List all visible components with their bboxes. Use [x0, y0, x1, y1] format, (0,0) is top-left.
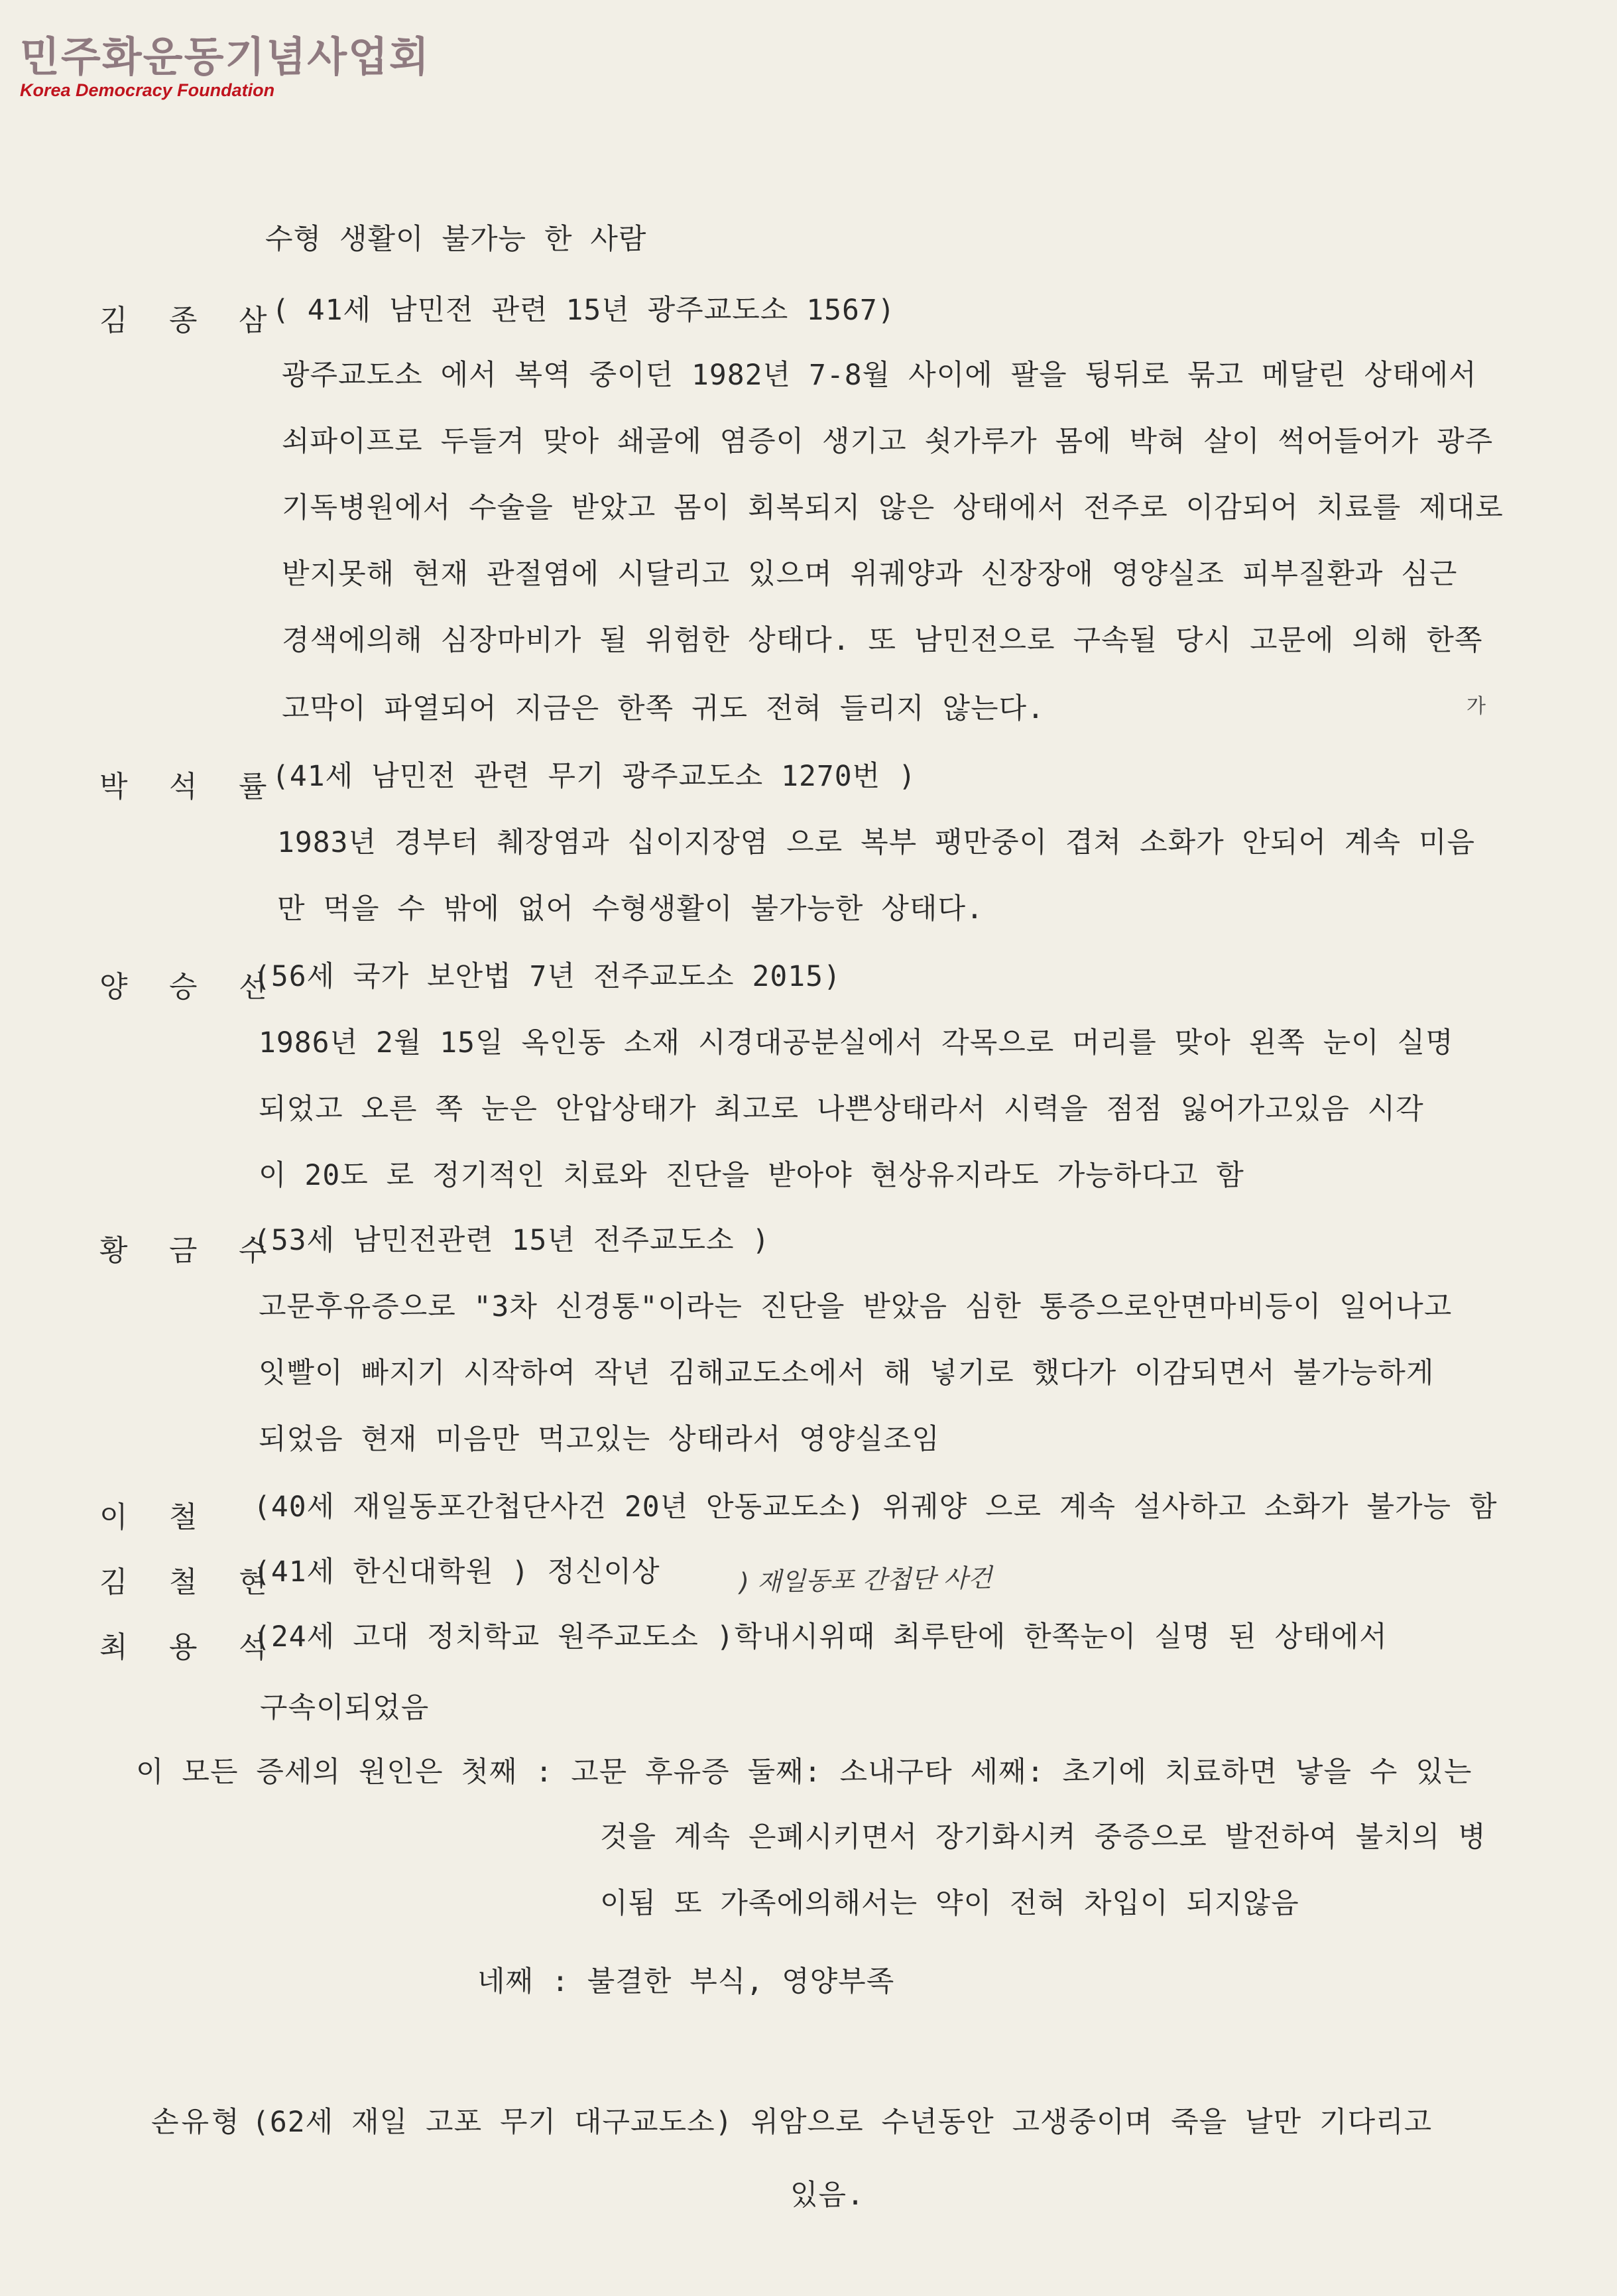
entry-text-line: 있음.: [790, 2179, 865, 2212]
entry-name: 김 철 현: [99, 1565, 279, 1599]
entry-info: ( 41세 남민전 관련 15년 광주교도소 1567): [272, 294, 896, 327]
document-title: 수형 생활이 불가능 한 사람: [265, 223, 647, 256]
entry-info: (53세 남민전관련 15년 전주교도소 ): [253, 1224, 770, 1257]
entry-text-line: 경색에의해 심장마비가 될 위험한 상태다. 또 남민전으로 구속될 당시 고문에 의해 한쪽: [282, 624, 1483, 657]
entry-info: (24세 고대 정치학교 원주교도소 )학내시위때 최루탄에 한쪽눈이 실명 된 상태에서: [253, 1620, 1388, 1654]
entry-text-line: 기독병원에서 수술을 받았고 몸이 회복되지 않은 상태에서 전주로 이감되어 치료를 제대로: [282, 491, 1504, 524]
logo-korean: 민주화운동기념사업회: [20, 32, 430, 81]
entry-text-line: 되었음 현재 미음만 먹고있는 상태라서 영양실조임: [259, 1423, 940, 1456]
margin-mark: 가: [1467, 695, 1486, 718]
causes-line: 것을 계속 은폐시키면서 장기화시켜 중증으로 발전하여 불치의 병: [600, 1821, 1486, 1854]
entry-text-line: 1983년 경부터 췌장염과 십이지장염 으로 복부 팽만중이 겹쳐 소화가 안되어 계속 미음: [277, 826, 1476, 859]
entry-text-line: 고문후유증으로 "3차 신경통"이라는 진단을 받았음 심한 통증으로안면마비등이 일어나고: [259, 1290, 1453, 1323]
handwritten-note: ) 재일동포 간첩단 사건: [739, 1563, 992, 1597]
entry-name: 박 석 률: [99, 770, 279, 804]
entry-name: 이 철: [99, 1500, 210, 1534]
entry-text-line: 잇빨이 빠지기 시작하여 작년 김해교도소에서 해 넣기로 했다가 이감되면서 불가능하게: [259, 1357, 1435, 1390]
entry-text-line: 만 먹을 수 밖에 없어 수형생활이 불가능한 상태다.: [277, 892, 984, 926]
causes-fourth: 네째 : 불결한 부식, 영양부족: [477, 1965, 895, 1998]
entry-text-line: 쇠파이프로 두들겨 맞아 쇄골에 염증이 생기고 쇳가루가 몸에 박혀 살이 썩어들어가 광주: [282, 425, 1494, 458]
entry-name: 김 종 삼: [99, 304, 279, 337]
entry-name: 양 승 선: [99, 970, 279, 1004]
entry-name: 황 금 수: [99, 1234, 279, 1268]
entry-info: (41세 남민전 관련 무기 광주교도소 1270번 ): [272, 760, 916, 793]
entry-info: (62세 재일 고포 무기 대구교도소) 위암으로 수년동안 고생중이며 죽을 날만 기다리고: [252, 2106, 1433, 2139]
entry-text-line: 1986년 2월 15일 옥인동 소재 시경대공분실에서 각목으로 머리를 맞아 왼쪽 눈이 실명: [259, 1026, 1454, 1059]
entry-name: 최 용 석: [99, 1630, 279, 1664]
entry-info: (40세 재일동포간첩단사건 20년 안동교도소) 위궤양 으로 계속 설사하고 소화가 불가능 함: [253, 1490, 1498, 1524]
causes-intro: 이 모든 증세의 원인은 첫째 : 고문 후유증 둘째: 소내구타 세째: 초기에 치료하면 낳을 수 있는: [136, 1756, 1472, 1789]
entry-name: 손유형: [151, 2106, 242, 2139]
entry-text-line: 구속이되었음: [260, 1691, 430, 1724]
entry-info: (56세 국가 보안법 7년 전주교도소 2015): [253, 960, 841, 993]
entry-text-line: 받지못해 현재 관절염에 시달리고 있으며 위궤양과 신장장애 영양실조 피부질환과 심근: [282, 558, 1458, 591]
entry-text-line: 광주교도소 에서 복역 중이던 1982년 7-8월 사이에 팔을 뒹뒤로 묶고 메달린 상태에서: [282, 359, 1477, 392]
logo-english: Korea Democracy Foundation: [20, 80, 275, 100]
entry-info: (41세 한신대학원 ) 정신이상: [253, 1555, 660, 1589]
foundation-logo: [20, 24, 430, 101]
entry-text-line: 고막이 파열되어 지금은 한쪽 귀도 전혀 들리지 않는다.: [282, 692, 1045, 725]
causes-line: 이됨 또 가족에의해서는 약이 전혀 차입이 되지않음: [600, 1887, 1299, 1920]
entry-text-line: 되었고 오른 쪽 눈은 안압상태가 최고로 나쁜상태라서 시력을 점점 잃어가고있음 시각: [259, 1093, 1424, 1126]
entry-text-line: 이 20도 로 정기적인 치료와 진단을 받아야 현상유지라도 가능하다고 함: [259, 1159, 1244, 1192]
